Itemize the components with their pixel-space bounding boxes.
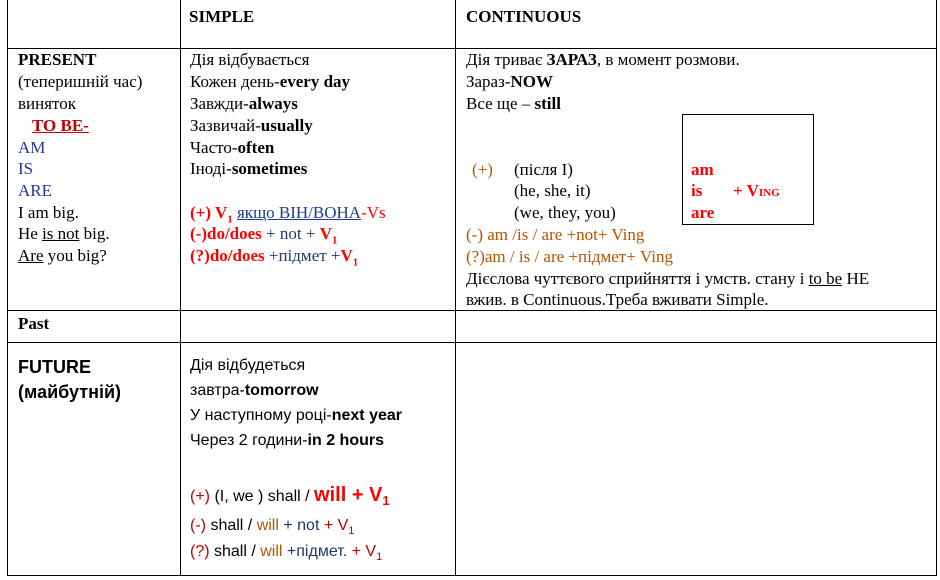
fu-f3-a: (?) <box>190 543 214 560</box>
table-row-divider-header <box>7 48 937 49</box>
sp-f1-sub: 1 <box>227 213 233 226</box>
future-l2 <box>190 382 319 400</box>
present-example-3-a: Are <box>18 246 44 265</box>
simple-present-l3 <box>190 94 298 114</box>
continuous-present-l3 <box>466 94 561 114</box>
sp-f2-b: + not + <box>261 224 320 243</box>
fu-l3-a: У наступному році- <box>190 407 332 424</box>
continuous-after-i: (після I) <box>514 160 573 179</box>
box-is: is <box>691 181 703 200</box>
future-l4 <box>190 432 384 450</box>
box-are: are <box>691 203 715 222</box>
sp-l3-a: Завжди- <box>190 94 249 113</box>
simple-present-l1: Дія відбувається <box>190 50 310 69</box>
present-label-ua: (теперишній час) <box>18 72 143 91</box>
fu-l4-b: in 2 hours <box>307 432 384 449</box>
sp-f1-b: якщо ВІН/ВОНА <box>236 203 362 222</box>
sp-f1-a: (+) V <box>190 203 228 222</box>
fu-f2-a: (-) <box>190 517 211 534</box>
table-divider-col2 <box>455 0 456 576</box>
fu-f3-b: shall / <box>214 543 261 560</box>
cp-note1-b: to be <box>808 269 843 288</box>
sp-f1-c: -Vs <box>361 203 386 222</box>
sp-l2-a: Кожен день- <box>190 72 280 91</box>
sp-f3-sub: 1 <box>352 256 359 269</box>
header-continuous: CONTINUOUS <box>466 7 582 26</box>
continuous-question: (?)am / is / are +підмет+ Ving <box>466 247 674 266</box>
future-formula-negative <box>190 517 354 537</box>
continuous-he-she-it: (he, she, it) <box>514 181 591 200</box>
future-label-ua: (майбутній) <box>18 382 122 402</box>
table-divider-col1 <box>180 0 181 576</box>
header-simple: SIMPLE <box>189 7 255 26</box>
future-label: FUTURE <box>18 357 91 377</box>
fu-f1-c: will + V <box>314 484 383 506</box>
box-plus-v: + V <box>733 181 759 200</box>
future-formula-positive <box>190 484 390 508</box>
fu-f1-sub: 1 <box>382 493 390 509</box>
fu-f1-a: (+) <box>190 488 215 505</box>
fu-f3-e: + V <box>347 543 377 560</box>
fu-f2-d: + not <box>278 517 320 534</box>
past-label: Past <box>18 314 50 333</box>
simple-present-l5 <box>190 138 274 158</box>
future-formula-question <box>190 543 382 563</box>
sp-f2-a: (-)do/does <box>190 224 262 243</box>
fu-f1-b: (I, we ) shall / <box>214 488 315 505</box>
table-border-left <box>7 0 8 576</box>
sp-f2-sub: 1 <box>331 234 338 247</box>
box-am: am <box>691 160 714 179</box>
present-example-2-c: big. <box>79 224 110 243</box>
simple-present-formula-question <box>190 246 358 268</box>
sp-l4-a: Зазвичай- <box>190 116 261 135</box>
simple-present-formula-negative <box>190 224 337 246</box>
continuous-present-l2 <box>466 72 553 92</box>
present-label: PRESENT <box>18 50 97 69</box>
cp-l3-a: Все ще – <box>466 94 535 113</box>
table-border-right <box>936 0 937 576</box>
cp-l1-b: ЗАРАЗ <box>546 50 597 69</box>
simple-present-formula-positive <box>190 203 386 225</box>
sp-l2-b: every day <box>279 72 351 91</box>
sp-f3-c: V <box>340 246 353 265</box>
sp-f3-b: +підмет + <box>264 246 341 265</box>
simple-present-l6 <box>190 159 307 179</box>
sp-l5-a: Часто- <box>190 138 238 157</box>
fu-f3-c: will <box>260 543 283 560</box>
present-example-3 <box>18 246 107 266</box>
fu-f2-e: + V <box>319 517 349 534</box>
fu-f2-sub: 1 <box>348 525 355 538</box>
fu-l4-a: Через 2 години- <box>190 432 308 449</box>
present-is: IS <box>18 159 34 178</box>
sp-l6-a: Іноді- <box>190 159 232 178</box>
fu-f3-sub: 1 <box>376 551 383 564</box>
sp-l5-b: often <box>237 138 275 157</box>
cp-l1-c: , в момент розмови. <box>596 50 740 69</box>
future-l1: Дія відбудеться <box>190 357 306 374</box>
cp-note1-a: Дієслова чуттєвого сприйняття і умств. стану і <box>466 269 809 288</box>
fu-f2-b: shall / <box>210 517 257 534</box>
table-border-bottom <box>7 575 937 576</box>
fu-l2-b: tomorrow <box>244 382 319 399</box>
simple-present-l4 <box>190 116 313 136</box>
table-row-divider-past <box>7 342 937 343</box>
cp-l1-a: Дія триває <box>466 50 547 69</box>
continuous-plus-sign: (+) <box>472 160 493 179</box>
fu-l2-a: завтра- <box>190 382 245 399</box>
present-are: ARE <box>18 181 52 200</box>
fu-l3-b: next year <box>331 407 402 424</box>
cp-l2-a: Зараз- <box>466 72 511 91</box>
present-example-2-a: He <box>18 224 43 243</box>
sp-l3-b: always <box>248 94 298 113</box>
sp-f3-a: (?)do/does <box>190 246 265 265</box>
continuous-note-1 <box>466 269 869 289</box>
continuous-present-l1 <box>466 50 740 70</box>
simple-present-l2 <box>190 72 350 92</box>
fu-f3-d: +підмет. <box>282 543 348 560</box>
continuous-note-2: вжив. в Continuous.Треба вживати Simple. <box>466 290 769 309</box>
fu-f2-c: will <box>256 517 279 534</box>
present-exception: виняток <box>18 94 77 113</box>
present-example-2-b: is not <box>42 224 80 243</box>
present-to-be: TO BE- <box>32 116 89 135</box>
sp-f2-c: V <box>319 224 332 243</box>
sp-l4-b: usually <box>260 116 313 135</box>
present-example-1: I am big. <box>18 203 79 222</box>
cp-l3-b: still <box>534 94 561 113</box>
box-plus-ving <box>733 181 780 201</box>
cp-l2-b: NOW <box>510 72 553 91</box>
present-example-2 <box>18 224 110 244</box>
sp-l6-b: sometimes <box>231 159 308 178</box>
box-ing: ING <box>758 187 780 199</box>
present-example-3-b: you big? <box>43 246 107 265</box>
future-l3 <box>190 407 402 425</box>
cp-note1-c: НЕ <box>842 269 870 288</box>
continuous-we-they-you: (we, they, you) <box>514 203 616 222</box>
present-am: AM <box>18 138 46 157</box>
table-row-divider-present <box>7 310 937 311</box>
continuous-negative: (-) am /is / are +not+ Ving <box>466 225 645 244</box>
